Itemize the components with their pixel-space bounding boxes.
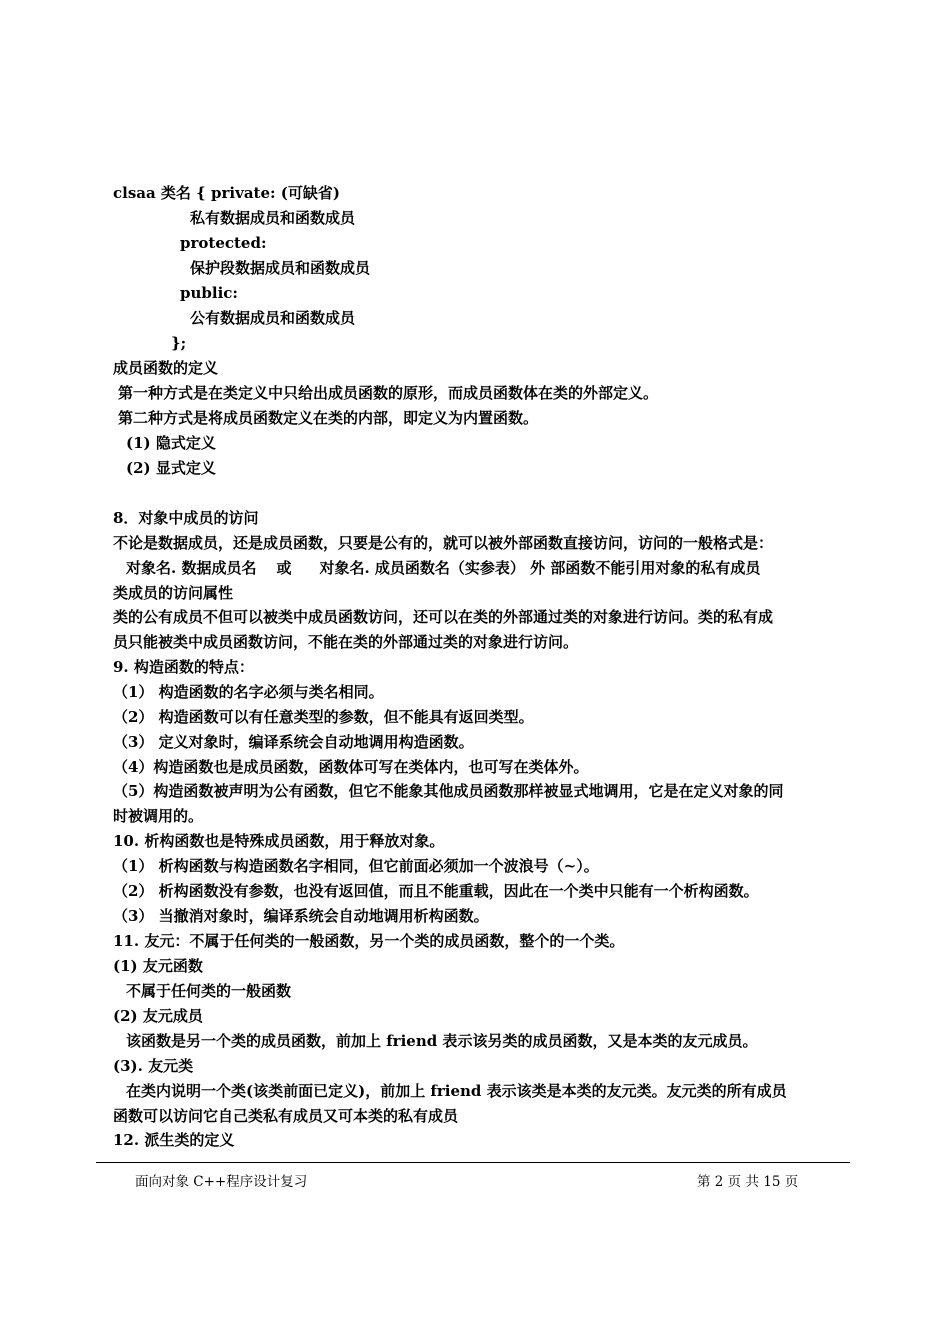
section-8-para2-line2: 员只能被类中成员函数访问，不能在类的外部通过类的对象进行访问。 xyxy=(113,633,579,651)
member-func-heading: 成员函数的定义 xyxy=(113,359,219,377)
friend-function-heading: (1) 友元函数 xyxy=(113,957,203,975)
access-format-data-member: 对象名. 数据成员名 xyxy=(126,559,257,577)
constructor-item-1: （1） 构造函数的名字必须与类名相同。 xyxy=(113,683,384,701)
protected-members-line: 保护段数据成员和函数成员 xyxy=(190,259,371,277)
footer-page-number: 第 2 页 共 15 页 xyxy=(697,1174,799,1190)
footer-title: 面向对象 C++程序设计复习 xyxy=(135,1174,308,1190)
section-8-heading: 8．对象中成员的访问 xyxy=(113,509,259,527)
destructor-item-2: （2） 析构函数没有参数，也没有返回值，而且不能重载，因此在一个类中只能有一个析构函数。 xyxy=(113,882,759,900)
constructor-item-2: （2） 构造函数可以有任意类型的参数，但不能具有返回类型。 xyxy=(113,708,534,726)
friend-class-text-line2: 函数可以访问它自己类私有成员又可本类的私有成员 xyxy=(113,1107,459,1125)
class-syntax-line: clsaa 类名 { private: (可缺省) xyxy=(113,184,340,202)
public-keyword: public: xyxy=(180,284,238,302)
friend-class-heading: (3). 友元类 xyxy=(113,1057,194,1075)
access-attr-heading: 类成员的访问属性 xyxy=(113,584,234,602)
private-members-line: 私有数据成员和函数成员 xyxy=(190,209,356,227)
friend-member-heading: (2) 友元成员 xyxy=(113,1007,203,1025)
section-8-para1: 不论是数据成员，还是成员函数，只要是公有的，就可以被外部函数直接访问，访问的一般格式是： xyxy=(113,534,774,552)
member-func-way2: 第二种方式是将成员函数定义在类的内部，即定义为内置函数。 xyxy=(118,409,539,427)
section-9-heading: 9. 构造函数的特点： xyxy=(113,658,254,676)
class-closing-brace: }; xyxy=(171,334,187,352)
access-format-or: 或 xyxy=(276,559,292,577)
section-12-heading: 12. 派生类的定义 xyxy=(113,1131,235,1149)
protected-keyword: protected: xyxy=(180,234,267,252)
access-format-member-func: 对象名. 成员函数名（实参表） 外 部函数不能引用对象的私有成员 xyxy=(319,559,761,577)
friend-class-text-line1: 在类内说明一个类(该类前面已定义)，前加上 friend 表示该类是本类的友元类。友元类的所有成员 xyxy=(126,1082,787,1100)
destructor-item-1: （1） 析构函数与构造函数名字相同，但它前面必须加一个波浪号（~）。 xyxy=(113,857,599,875)
section-11-heading: 11. 友元：不属于任何类的一般函数，另一个类的成员函数，整个的一个类。 xyxy=(113,932,625,950)
friend-function-text: 不属于任何类的一般函数 xyxy=(126,982,292,1000)
constructor-item-5-line2: 时被调用的。 xyxy=(113,807,204,825)
constructor-item-3: （3） 定义对象时，编译系统会自动地调用构造函数。 xyxy=(113,733,474,751)
implicit-definition: (1) 隐式定义 xyxy=(126,434,216,452)
public-members-line: 公有数据成员和函数成员 xyxy=(190,309,356,327)
friend-member-text: 该函数是另一个类的成员函数，前加上 friend 表示该另类的成员函数，又是本类的友元成员。 xyxy=(126,1032,758,1050)
explicit-definition: (2) 显式定义 xyxy=(126,459,216,477)
footer-divider xyxy=(96,1162,850,1163)
section-8-para2-line1: 类的公有成员不但可以被类中成员函数访问，还可以在类的外部通过类的对象进行访问。类的私有成 xyxy=(113,608,774,626)
section-10-heading: 10. 析构函数也是特殊成员函数，用于释放对象。 xyxy=(113,832,445,850)
member-func-way1: 第一种方式是在类定义中只给出成员函数的原形，而成员函数体在类的外部定义。 xyxy=(118,384,659,402)
destructor-item-3: （3） 当撤消对象时，编译系统会自动地调用析构函数。 xyxy=(113,907,489,925)
constructor-item-5-line1: （5）构造函数被声明为公有函数，但它不能象其他成员函数那样被显式地调用，它是在定义对象的同 xyxy=(113,782,784,800)
access-format-line xyxy=(126,558,760,578)
constructor-item-4: （4）构造函数也是成员函数，函数体可写在类体内，也可写在类体外。 xyxy=(113,758,589,776)
